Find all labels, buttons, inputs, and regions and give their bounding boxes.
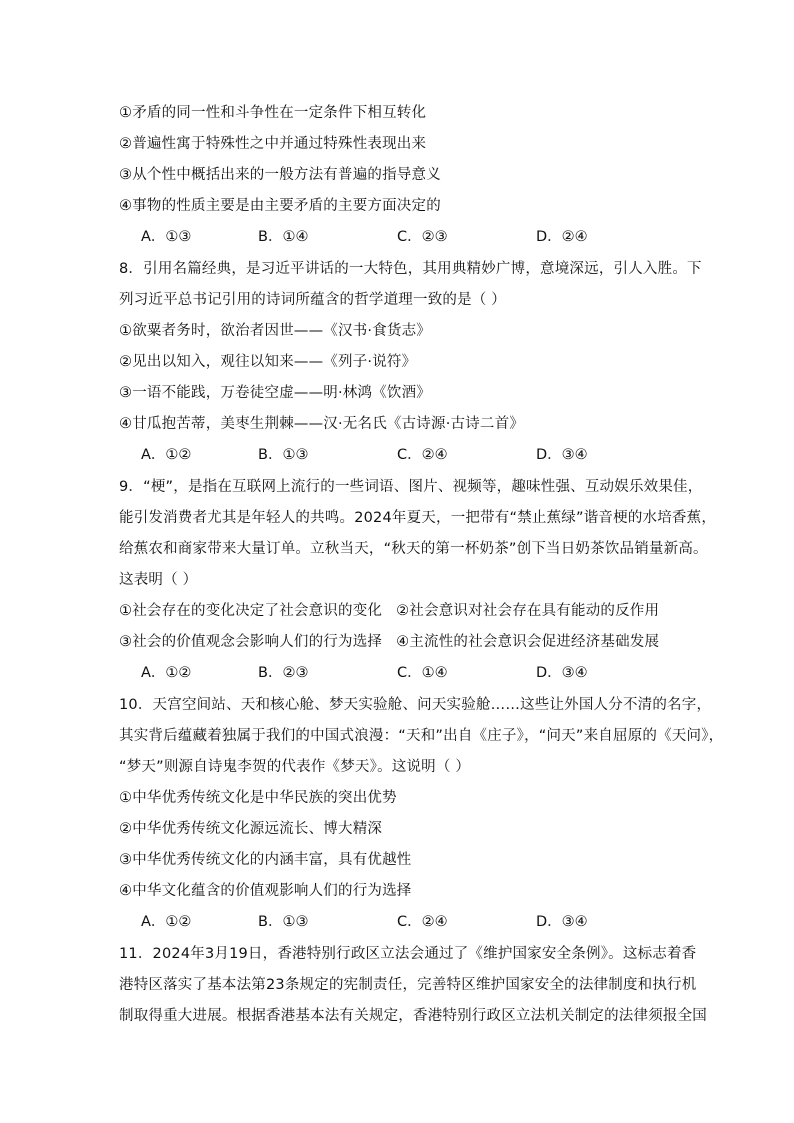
q11-stem-line-2: 港特区落实了基本法第23条规定的宪制责任，完善特区维护国家安全的法律制度和执行机 xyxy=(119,977,697,993)
q9-stem-line-3: 给蕉农和商家带来大量订单。立秋当天，“秋天的第一杯奶茶”创下当日奶茶饮品销量新高。 xyxy=(119,541,708,557)
q11-stem-line-1: 11．2024年3月19日，香港特别行政区立法会通过了《维护国家安全条例》。这标志着香 xyxy=(119,946,697,962)
q8-statement-4: ④甘瓜抱苦蒂，美枣生荆棘——汉·无名氏《古诗源·古诗二首》 xyxy=(119,416,525,432)
q10-options xyxy=(141,913,661,931)
q8-option-a: A．①② xyxy=(141,447,192,463)
q10-option-a: A．①② xyxy=(141,914,192,930)
q8-statement-1: ①欲粟者务时，欲治者因世——《汉书·食货志》 xyxy=(119,323,432,339)
q8-statement-2: ②见出以知入，观往以知来——《列子·说符》 xyxy=(119,354,417,370)
q7-option-d: D．②④ xyxy=(536,229,588,245)
q9-option-d: D．③④ xyxy=(536,665,588,681)
q10-option-d: D．③④ xyxy=(536,914,588,930)
q7-statement-3: ③从个性中概括出来的一般方法有普遍的指导意义 xyxy=(119,167,441,183)
q7-statement-1: ①矛盾的同一性和斗争性在一定条件下相互转化 xyxy=(119,105,427,121)
q10-option-b: B．①③ xyxy=(258,914,309,930)
q8-statement-3: ③一语不能践，万卷徒空虚——明·林鸿《饮酒》 xyxy=(119,385,432,401)
q9-statement-3: ③社会的价值观念会影响人们的行为选择 xyxy=(119,634,383,650)
q9-stem-line-2: 能引发消费者尤其是年轻人的共鸣。2024年夏天，一把带有“禁止蕉绿”谐音梗的水培香蕉， xyxy=(119,510,717,526)
q10-stem-line-1: 10．天宫空间站、天和核心舱、梦天实验舱、问天实验舱……这些让外国人分不清的名字， xyxy=(119,697,712,713)
q9-option-c: C．①④ xyxy=(397,665,448,681)
q9-statement-1: ①社会存在的变化决定了社会意识的变化 xyxy=(119,603,383,619)
q10-option-c: C．②④ xyxy=(397,914,448,930)
q7-options xyxy=(141,228,661,246)
q7-statement-2: ②普遍性寓于特殊性之中并通过特殊性表现出来 xyxy=(119,136,427,152)
q8-stem-line-2: 列习近平总书记引用的诗词所蕴含的哲学道理一致的是（ ） xyxy=(119,292,507,308)
q9-stem-line-4: 这表明（ ） xyxy=(119,572,198,588)
q8-options xyxy=(141,446,661,464)
q11-stem-line-3: 制取得重大进展。根据香港基本法有关规定，香港特别行政区立法机关制定的法律须报全国 xyxy=(119,1008,707,1024)
q9-option-a: A．①② xyxy=(141,665,192,681)
q9-options xyxy=(141,664,661,682)
q9-statement-2: ②社会意识对社会存在具有能动的反作用 xyxy=(396,603,660,619)
q7-option-b: B．①④ xyxy=(258,229,309,245)
q10-statement-4: ④中华文化蕴含的价值观影响人们的行为选择 xyxy=(119,883,412,899)
q8-option-d: D．③④ xyxy=(536,447,588,463)
q9-statement-4: ④主流性的社会意识会促进经济基础发展 xyxy=(396,634,660,650)
q9-option-b: B．②③ xyxy=(258,665,309,681)
q10-statement-1: ①中华优秀传统文化是中华民族的突出优势 xyxy=(119,790,397,806)
q8-stem-line-1: 8．引用名篇经典，是习近平讲话的一大特色，其用典精妙广博，意境深远，引人入胜。下 xyxy=(119,261,702,277)
q10-stem-line-2: 其实背后蕴藏着独属于我们的中国式浪漫：“天和”出自《庄子》，“问天”来自屈原的《天问》， xyxy=(119,728,724,744)
q8-option-b: B．①③ xyxy=(258,447,309,463)
q7-option-a: A．①③ xyxy=(141,229,192,245)
q7-statement-4: ④事物的性质主要是由主要矛盾的主要方面决定的 xyxy=(119,198,441,214)
q9-stem-line-1: 9．“梗”，是指在互联网上流行的一些词语、图片、视频等，趣味性强、互动娱乐效果佳， xyxy=(119,479,703,495)
q9-statements-row-2 xyxy=(119,633,699,651)
q9-statements-row-1 xyxy=(119,602,699,620)
q8-option-c: C．②④ xyxy=(397,447,448,463)
q10-statement-3: ③中华优秀传统文化的内涵丰富，具有优越性 xyxy=(119,852,412,868)
q10-stem-line-3: “梦天”则源自诗鬼李贺的代表作《梦天》。这说明（ ） xyxy=(119,759,471,775)
q7-option-c: C．②③ xyxy=(397,229,448,245)
q10-statement-2: ②中华优秀传统文化源远流长、博大精深 xyxy=(119,821,383,837)
